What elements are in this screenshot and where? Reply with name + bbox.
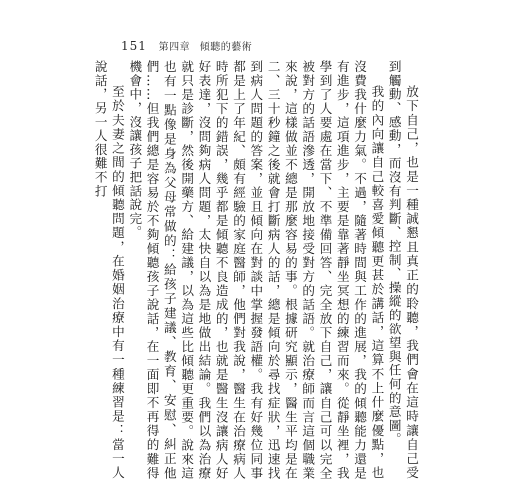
page-header: [121, 38, 252, 53]
chapter-title: 傾聽的藝術: [199, 42, 253, 53]
body-text: [91, 60, 420, 480]
paragraph: 放下自己，也是一種誠懇且真正的聆聽，我們會在這時讓自己受到觸動、感動，而沒有判斷、控制、操縱的欲望與任何的意圖。: [386, 60, 419, 480]
paragraph: 我的內向讓自己較喜愛傾聽更甚於講話，這算不上什麼優點，也沒費我什麼力氣。不過，隨著時間與工作的進展，我的傾聽能力還是有進步，這項進步，主要是靠著靜坐冥想的練習而來。從靜坐裡，我學到了人要處在當下、不準備回答、完全放下自己，讓自己可以完全被對方的話語滲透，開放地接受對方的話語。就治療師而言這個職業來說，這樣做並不總是那麼容易的事。根據研究顯示，醫生平均是在二、三十秒鐘之後就會打斷病人的話，總是傾向於尋找症狀，迅速找到病人問題的答案，並且傾向在對談中掌握發語權。我有好幾位同事都是上了年紀、頗有經驗的家庭醫師，他們對我說，醫生在治療病人時所犯下的錯誤，幾乎都是傾聽不良造成的，也就是醫生沒讓病人好好表達，沒問夠病人問題，太快自以為是地做出結論。我們以為治療就只是診斷，然後開藥方、給建議，以為這些比傾聽更重要。說來這也有一點像是身為父母常做的：給孩子建議、教育、安慰、糾正他們……但我們總是容易於不夠傾聽孩子說話，在一面即不再得的難得機會中，沒讓孩子把話說完。: [127, 60, 385, 480]
chapter-label: 第四章: [158, 42, 191, 53]
paragraph: 至於夫妻之間的傾聽問題，在婚姻治療中有一種練習是：當一人說話，另一人很難不打: [92, 60, 125, 480]
page-number: 151: [121, 39, 147, 53]
